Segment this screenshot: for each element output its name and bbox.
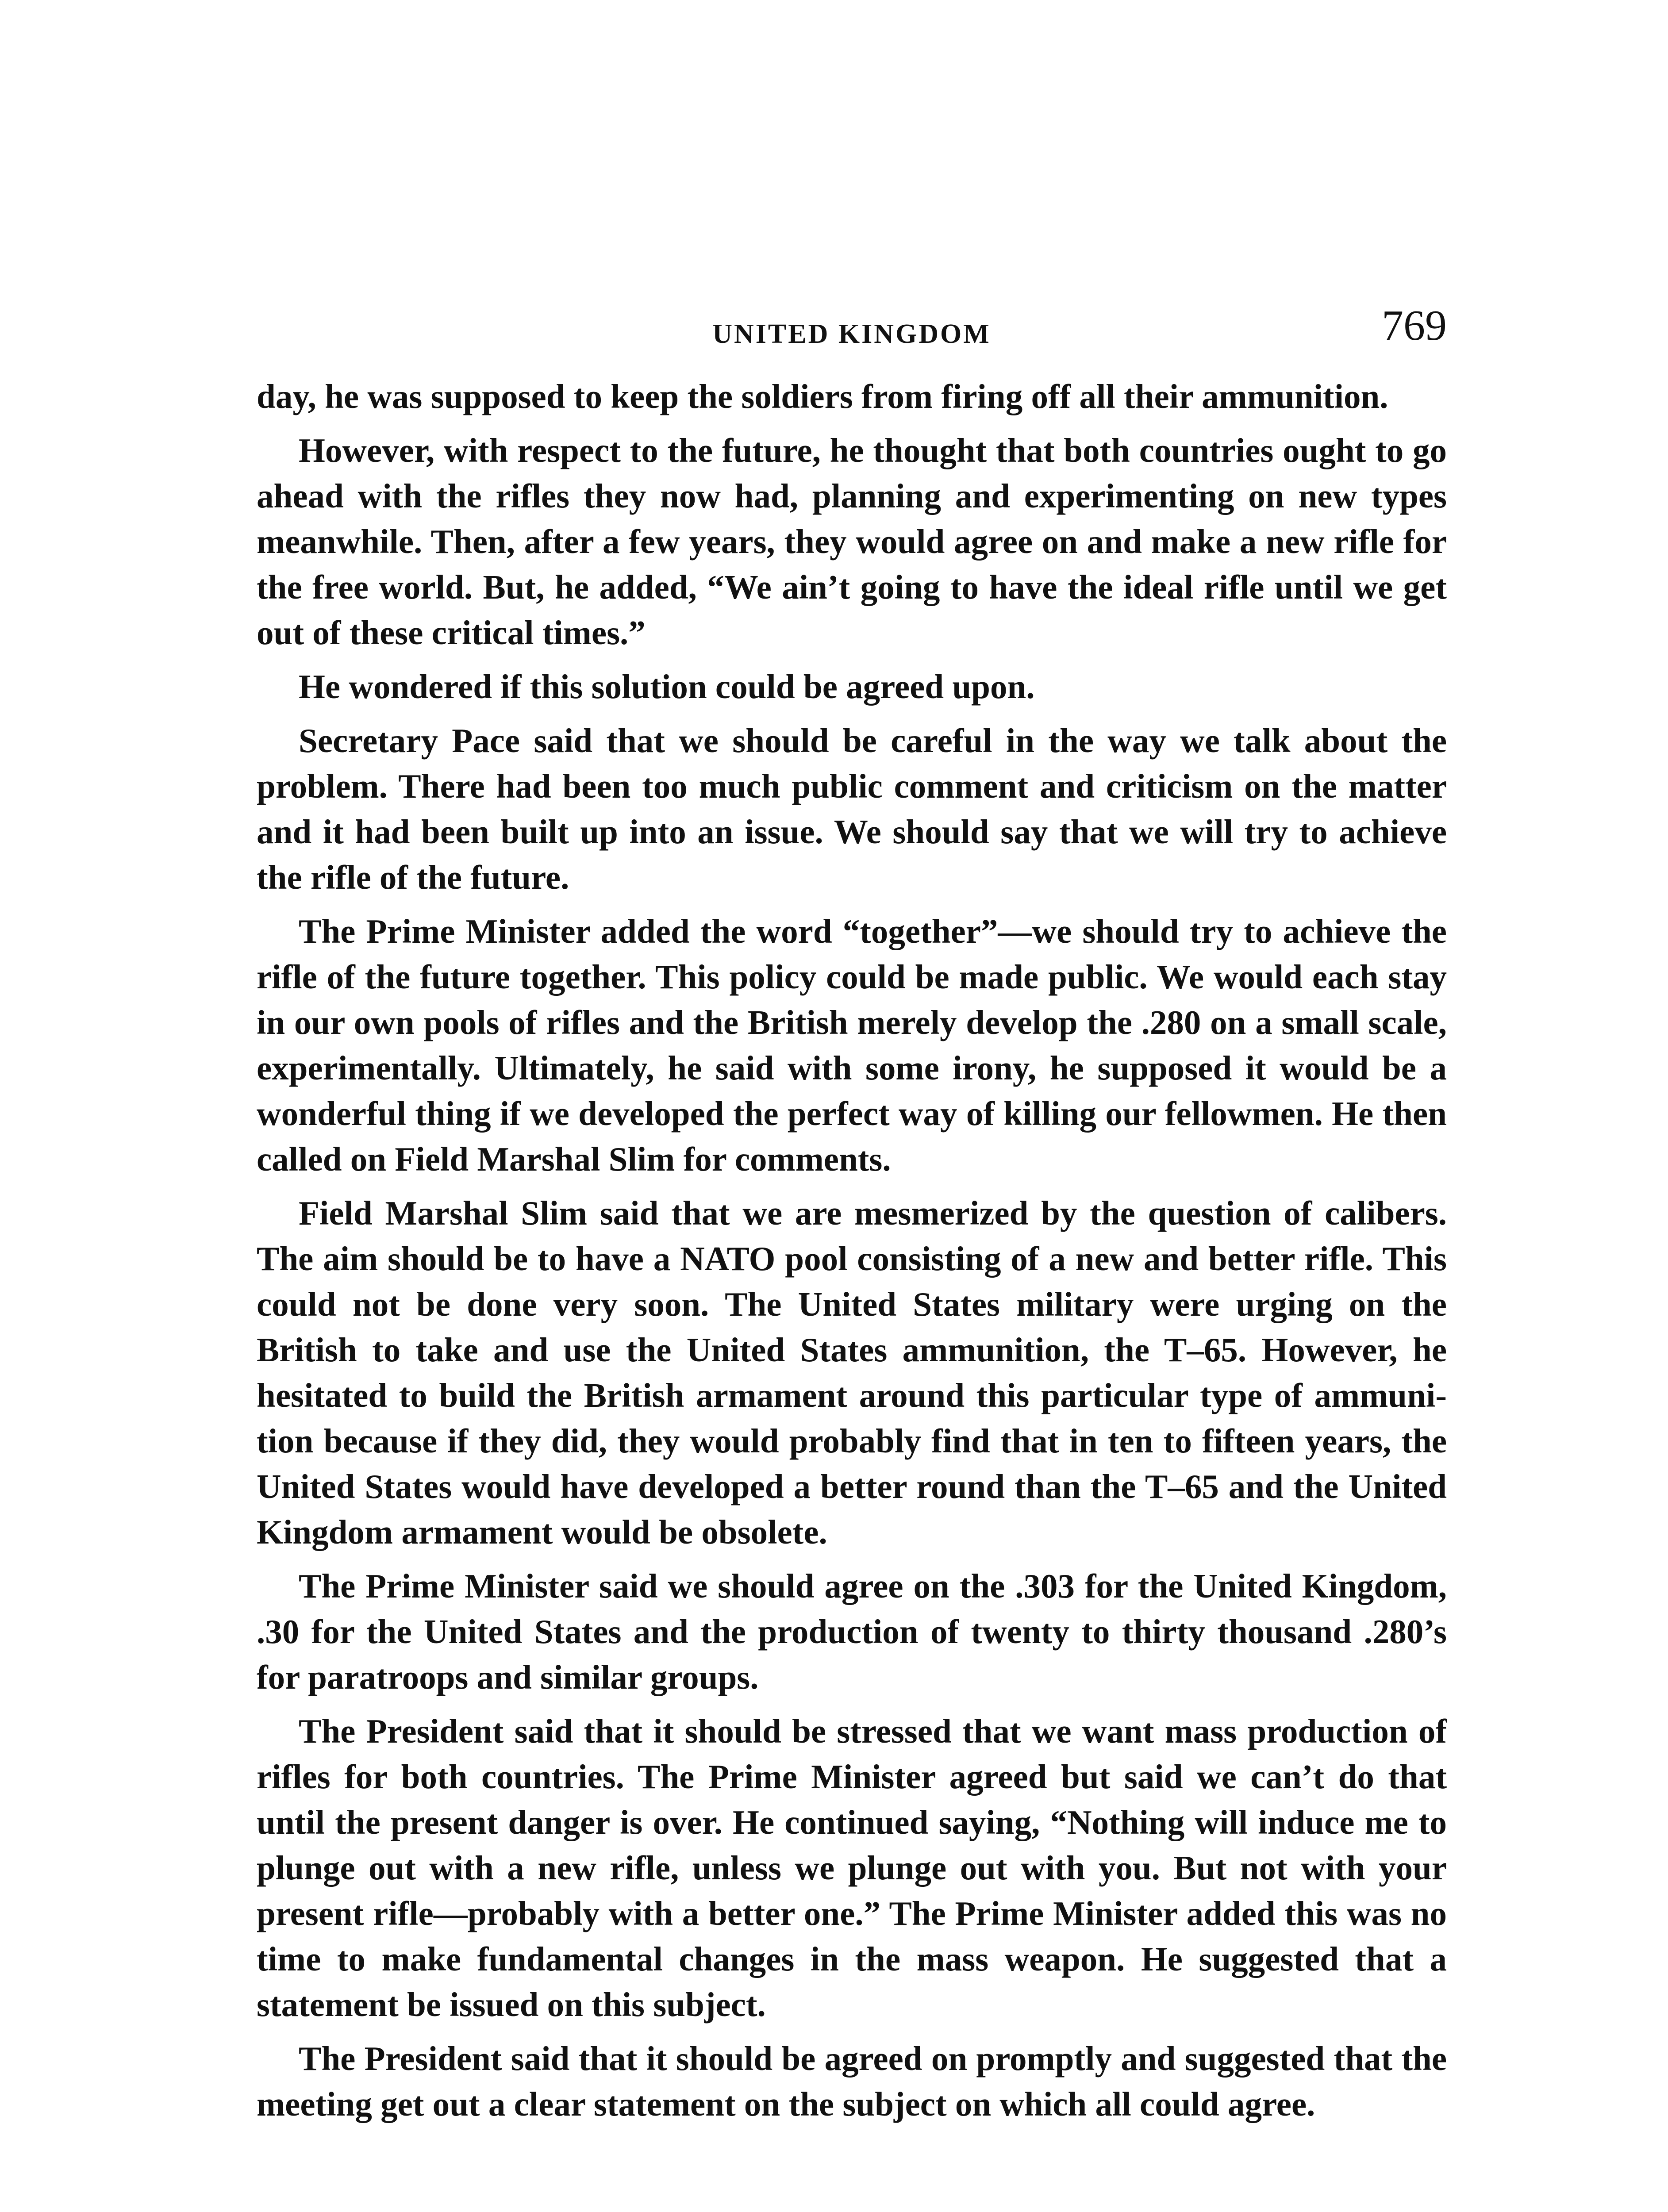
- paragraph: The Prime Minister said we should agree on the .303 for the United Kingdom, .30 for the United States and the production of twenty to thirty thousand .280’s for paratroops and similar groups.: [257, 1567, 1447, 1696]
- running-head: [257, 292, 1447, 354]
- page-number: 769: [1382, 302, 1447, 349]
- paragraph: He wondered if this solution could be agreed upon.: [299, 668, 1035, 706]
- paragraph: The President said that it should be agreed on promptly and suggested that the meeting get out a clear statement on the subject on which all could agree.: [257, 2039, 1447, 2123]
- paragraph: Secretary Pace said that we should be careful in the way we talk about the problem. There had been too much public comment and criticism on the matter and it had been built up into an issue. We should say that we will try to achieve the rifle of the future.: [257, 722, 1447, 896]
- paragraph: However, with respect to the future, he thought that both countries ought to go ahead with the rifles they now had, planning and experimenting on new types meanwhile. Then, after a few years, they would agree on and make a new rifle for the free world. But, he added, “We ain’t going to have the ideal rifle until we get out of these critical times.”: [257, 431, 1447, 652]
- text-body: [257, 374, 1447, 2135]
- paragraph-continued: day, he was supposed to keep the soldiers from firing off all their ammunition.: [257, 377, 1388, 415]
- paragraph: The President said that it should be stressed that we want mass production of rifles for both countries. The Prime Minister agreed but said we can’t do that until the present danger is over. He continued saying, “Nothing will induce me to plunge out with a new rifle, unless we plunge out with you. But not with your present rifle—probably with a better one.” The Prime Minister added this was no time to make fundamental changes in the mass weapon. He suggested that a statement be issued on this subject.: [257, 1712, 1447, 2024]
- paragraph: Field Marshal Slim said that we are mesmerized by the question of calibers. The aim should be to have a NATO pool consisting of a new and better rifle. This could not be done very soon. The United States military were urging on the British to take and use the United States ammunition, the T–65. However, he hesitated to build the British armament around this particular type of ammunition because if they did, they would probably find that in ten to fifteen years, the United States would have developed a better round than the T–65 and the United Kingdom armament would be obsolete.: [257, 1194, 1447, 1551]
- running-title: UNITED KINGDOM: [712, 319, 991, 349]
- paragraph: The Prime Minister added the word “together”—we should try to achieve the rifle of the future together. This policy could be made public. We would each stay in our own pools of rifles and the British merely develop the .280 on a small scale, experimentally. Ultimately, he said with some irony, he supposed it would be a wonderful thing if we developed the perfect way of killing our fellowmen. He then called on Field Marshal Slim for comments.: [257, 912, 1447, 1178]
